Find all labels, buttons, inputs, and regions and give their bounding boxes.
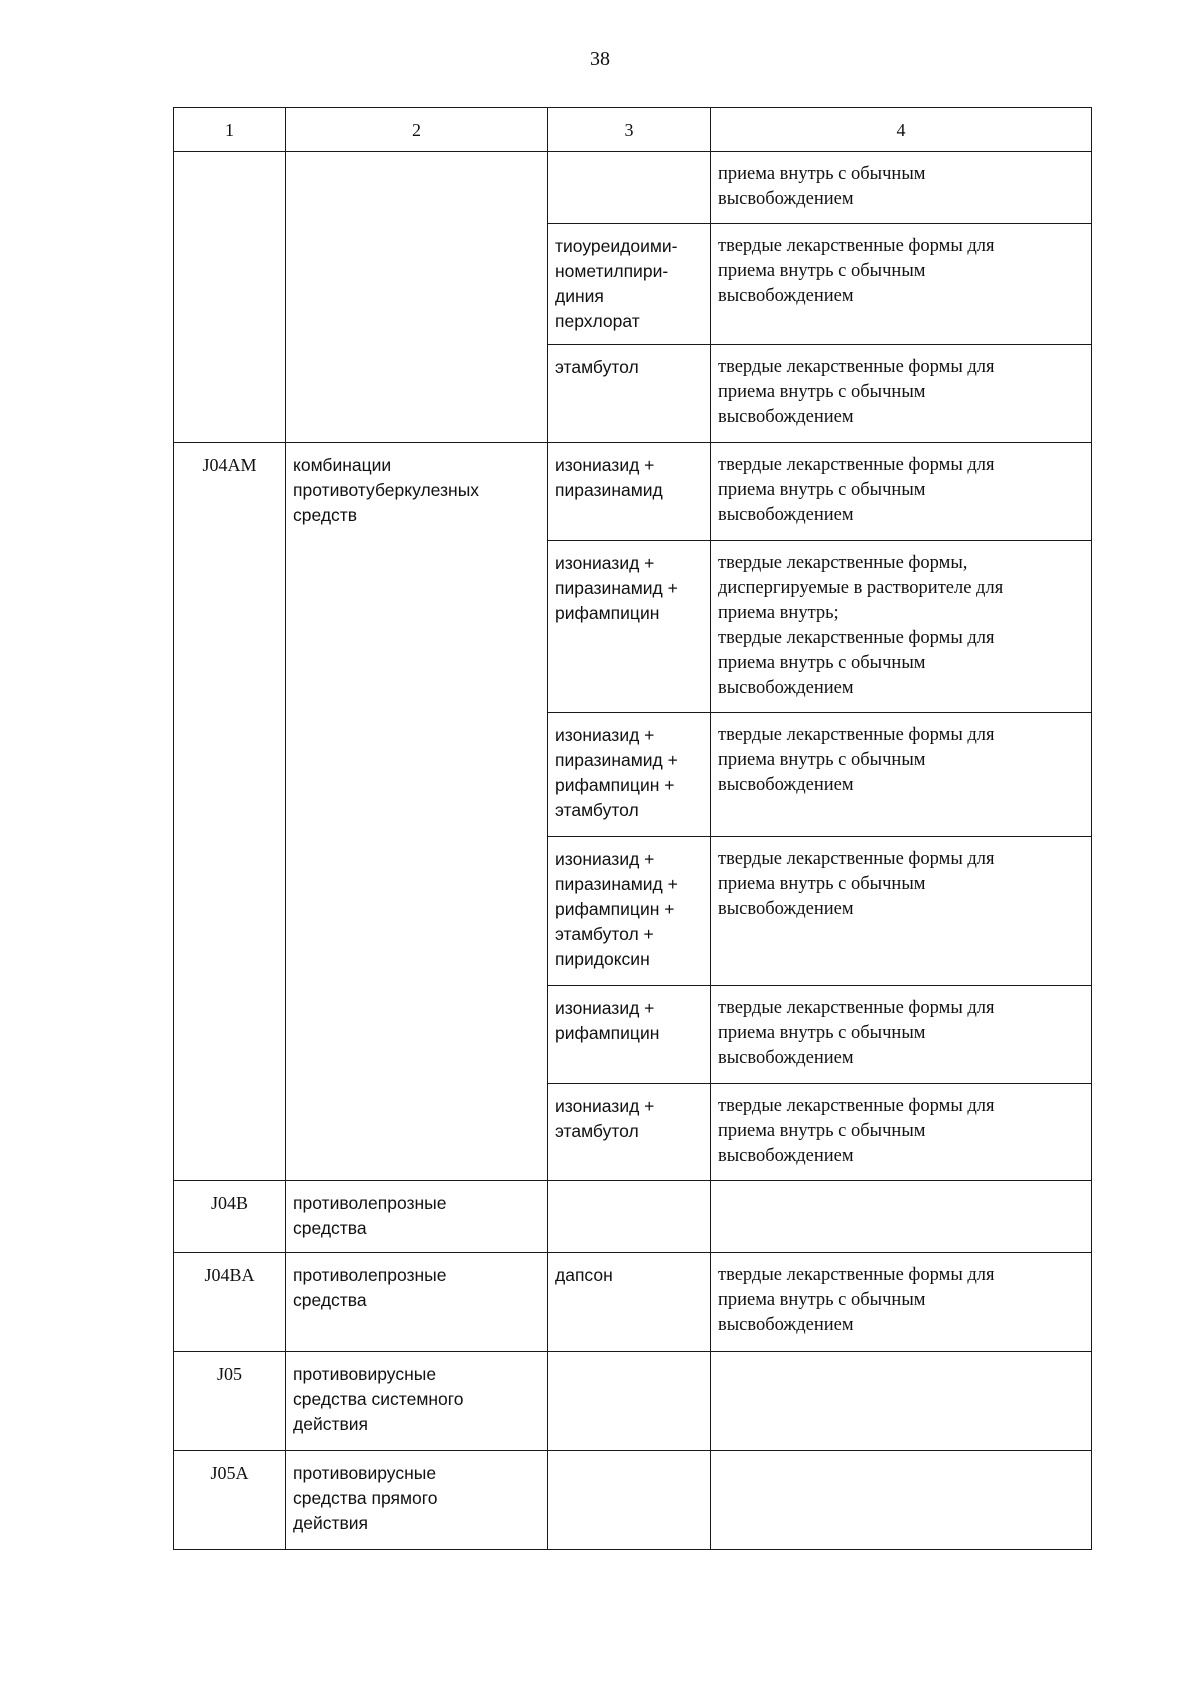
drug-name-cell bbox=[548, 223, 711, 344]
drug-name-cell bbox=[548, 836, 711, 985]
text-line: этамбутол bbox=[555, 356, 639, 377]
group-cell bbox=[286, 1351, 548, 1450]
text-line: высвобождением bbox=[718, 774, 854, 795]
code-cell: J05A bbox=[174, 1450, 286, 1549]
text-line: перхлорат bbox=[555, 310, 640, 331]
text-line: твердые лекарственные формы для bbox=[718, 1095, 995, 1116]
column-header-2: 2 bbox=[286, 108, 548, 152]
dosage-form-cell bbox=[711, 151, 1092, 223]
text-line: рифампицин bbox=[555, 1022, 660, 1043]
dosage-form-cell bbox=[711, 1351, 1092, 1450]
text-line: твердые лекарственные формы для bbox=[718, 724, 995, 745]
group-cell bbox=[286, 151, 548, 442]
text-line: изониазид + bbox=[555, 552, 655, 573]
text-line: противовирусные bbox=[293, 1462, 437, 1483]
text-line: средства прямого bbox=[293, 1487, 438, 1508]
text-line: комбинации bbox=[293, 454, 392, 475]
text-line: приема внутрь с обычным bbox=[718, 479, 926, 500]
text-line: пиразинамид + bbox=[555, 749, 678, 770]
group-cell bbox=[286, 1180, 548, 1252]
drug-name-cell bbox=[548, 540, 711, 712]
text-line: твердые лекарственные формы для bbox=[718, 997, 995, 1018]
group-cell bbox=[286, 1450, 548, 1549]
text-line: высвобождением bbox=[718, 898, 854, 919]
dosage-form-cell bbox=[711, 1180, 1092, 1252]
text-line: нометилпири- bbox=[555, 260, 669, 281]
text-line: высвобождением bbox=[718, 285, 854, 306]
group-cell bbox=[286, 442, 548, 1180]
text-line: приема внутрь с обычным bbox=[718, 749, 926, 770]
drug-name-cell bbox=[548, 1083, 711, 1180]
table-row bbox=[174, 151, 1092, 223]
text-line: диспергируемые в растворителе для bbox=[718, 577, 1004, 598]
text-line: противолепрозные bbox=[293, 1192, 447, 1213]
text-line: пиразинамид + bbox=[555, 873, 678, 894]
text-line: приема внутрь с обычным bbox=[718, 163, 926, 184]
dosage-form-cell bbox=[711, 1083, 1092, 1180]
text-line: твердые лекарственные формы для bbox=[718, 848, 995, 869]
text-line: высвобождением bbox=[718, 406, 854, 427]
text-line: высвобождением bbox=[718, 1145, 854, 1166]
drug-name-cell bbox=[548, 1450, 711, 1549]
text-line: высвобождением bbox=[718, 677, 854, 698]
text-line: высвобождением bbox=[718, 504, 854, 525]
dosage-form-cell bbox=[711, 985, 1092, 1083]
code-cell: J04BA bbox=[174, 1252, 286, 1351]
text-line: средств bbox=[293, 504, 358, 525]
drug-name-cell bbox=[548, 1180, 711, 1252]
medication-table bbox=[173, 107, 1092, 1550]
text-line: приема внутрь с обычным bbox=[718, 1289, 926, 1310]
text-line: средства bbox=[293, 1289, 367, 1310]
text-line: приема внутрь с обычным bbox=[718, 381, 926, 402]
text-line: действия bbox=[293, 1512, 369, 1533]
text-line: этамбутол + bbox=[555, 923, 654, 944]
text-line: средства bbox=[293, 1217, 367, 1238]
text-line: высвобождением bbox=[718, 1314, 854, 1335]
dosage-form-cell bbox=[711, 836, 1092, 985]
text-line: рифампицин bbox=[555, 602, 660, 623]
dosage-form-cell bbox=[711, 1450, 1092, 1549]
table-header-row bbox=[174, 108, 1092, 152]
page-number: 38 bbox=[590, 48, 610, 70]
dosage-form-cell bbox=[711, 1252, 1092, 1351]
text-line: этамбутол bbox=[555, 1120, 639, 1141]
dosage-form-cell bbox=[711, 712, 1092, 836]
text-line: приема внутрь с обычным bbox=[718, 1022, 926, 1043]
text-line: дапсон bbox=[555, 1264, 613, 1285]
text-line: изониазид + bbox=[555, 1095, 655, 1116]
code-cell: J05 bbox=[174, 1351, 286, 1450]
text-line: тиоуреидоими- bbox=[555, 235, 678, 256]
text-line: высвобождением bbox=[718, 1047, 854, 1068]
drug-name-cell bbox=[548, 985, 711, 1083]
drug-name-cell bbox=[548, 151, 711, 223]
text-line: приема внутрь с обычным bbox=[718, 652, 926, 673]
text-line: пиразинамид bbox=[555, 479, 663, 500]
drug-name-cell bbox=[548, 712, 711, 836]
text-line: твердые лекарственные формы, bbox=[718, 552, 968, 573]
dosage-form-cell bbox=[711, 344, 1092, 442]
code-cell bbox=[174, 151, 286, 442]
text-line: средства системного bbox=[293, 1388, 464, 1409]
text-line: противовирусные bbox=[293, 1363, 437, 1384]
code-cell: J04B bbox=[174, 1180, 286, 1252]
table-row bbox=[174, 1450, 1092, 1549]
text-line: этамбутол bbox=[555, 799, 639, 820]
text-line: рифампицин + bbox=[555, 774, 675, 795]
code-cell: J04AM bbox=[174, 442, 286, 1180]
text-line: действия bbox=[293, 1413, 369, 1434]
text-line: твердые лекарственные формы для bbox=[718, 356, 995, 377]
table-row bbox=[174, 1252, 1092, 1351]
text-line: твердые лекарственные формы для bbox=[718, 627, 995, 648]
text-line: изониазид + bbox=[555, 997, 655, 1018]
drug-name-cell bbox=[548, 442, 711, 540]
text-line: изониазид + bbox=[555, 724, 655, 745]
table-row bbox=[174, 1180, 1092, 1252]
text-line: приема внутрь с обычным bbox=[718, 873, 926, 894]
text-line: твердые лекарственные формы для bbox=[718, 454, 995, 475]
text-line: приема внутрь; bbox=[718, 602, 839, 623]
text-line: диния bbox=[555, 285, 604, 306]
text-line: пиразинамид + bbox=[555, 577, 678, 598]
dosage-form-cell bbox=[711, 223, 1092, 344]
text-line: приема внутрь с обычным bbox=[718, 1120, 926, 1141]
drug-name-cell bbox=[548, 1351, 711, 1450]
drug-name-cell bbox=[548, 344, 711, 442]
text-line: пиридоксин bbox=[555, 948, 650, 969]
group-cell bbox=[286, 1252, 548, 1351]
text-line: противотуберкулезных bbox=[293, 479, 480, 500]
text-line: приема внутрь с обычным bbox=[718, 260, 926, 281]
dosage-form-cell bbox=[711, 442, 1092, 540]
column-header-4: 4 bbox=[711, 108, 1092, 152]
column-header-1: 1 bbox=[174, 108, 286, 152]
column-header-3: 3 bbox=[548, 108, 711, 152]
text-line: изониазид + bbox=[555, 454, 655, 475]
table-row bbox=[174, 442, 1092, 540]
text-line: рифампицин + bbox=[555, 898, 675, 919]
dosage-form-cell bbox=[711, 540, 1092, 712]
drug-name-cell bbox=[548, 1252, 711, 1351]
text-line: изониазид + bbox=[555, 848, 655, 869]
text-line: твердые лекарственные формы для bbox=[718, 235, 995, 256]
text-line: высвобождением bbox=[718, 188, 854, 209]
text-line: твердые лекарственные формы для bbox=[718, 1264, 995, 1285]
text-line: противолепрозные bbox=[293, 1264, 447, 1285]
table-row bbox=[174, 1351, 1092, 1450]
